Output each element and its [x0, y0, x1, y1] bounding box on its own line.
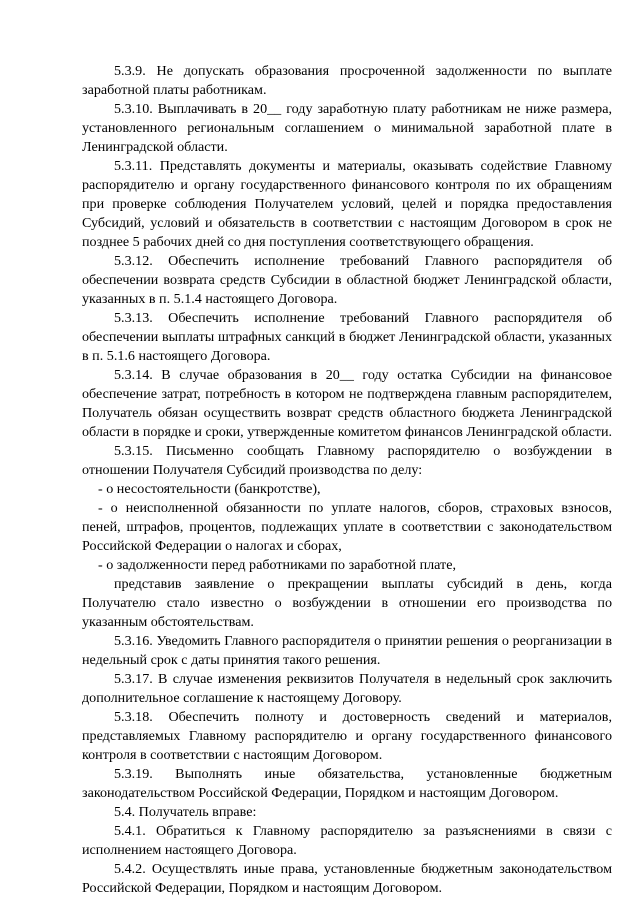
- paragraph-5-3-15: 5.3.15. Письменно сообщать Главному распорядителю о возбуждении в отношении Получателя Субсидий производства по делу:: [82, 443, 612, 478]
- paragraph-5-3-13: 5.3.13. Обеспечить исполнение требований Главного распорядителя об обеспечении выплаты штрафных санкций в бюджет Ленинградской области, указанных в п. 5.1.6 настоящего Договора.: [82, 310, 612, 364]
- paragraph-5-3-16: 5.3.16. Уведомить Главного распорядителя о принятии решения о реорганизации в недельный срок с даты принятия такого решения.: [82, 633, 612, 668]
- paragraph-5-3-11: 5.3.11. Представлять документы и материалы, оказывать содействие Главному распорядителю и органу государственного финансового контроля по их обращениям при проверке соблюдения Получателем условий, целей и порядка предоставления Субсидий, условий и обязательств в соответствии с настоящим Договором в срок не позднее 5 рабочих дней со дня поступления соответствующего обращения.: [82, 158, 612, 250]
- paragraph-5-4-1: 5.4.1. Обратиться к Главному распорядителю за разъяснениями в связи с исполнением настоящего Договора.: [82, 823, 612, 858]
- paragraph-5-3-19: 5.3.19. Выполнять иные обязательства, установленные бюджетным законодательством Российской Федерации, Порядком и настоящим Договором.: [82, 766, 612, 801]
- paragraph-5-4: 5.4. Получатель вправе:: [114, 804, 257, 820]
- list-item-bankruptcy: - о несостоятельности (банкротстве),: [98, 481, 321, 497]
- paragraph-5-4-2: 5.4.2. Осуществлять иные права, установленные бюджетным законодательством Российской Федерации, Порядком и настоящим Договором.: [82, 861, 612, 896]
- list-item-taxes: - о неисполненной обязанности по уплате налогов, сборов, страховых взносов, пеней, штрафов, процентов, подлежащих уплате в соответствии с законодательством Российской Федерации о налогах и сборах,: [82, 500, 612, 554]
- paragraph-5-3-14: 5.3.14. В случае образования в 20__ году остатка Субсидии на финансовое обеспечение затрат, потребность в котором не подтверждена главным распорядителем, Получатель обязан осуществить возврат средств областного бюджета Ленинградской области в порядке и сроки, утвержденные комитетом финансов Ленинградской области.: [82, 367, 613, 440]
- paragraph-5-3-15-continuation: представив заявление о прекращении выплаты субсидий в день, когда Получателю стало известно о возбуждении в отношении его производства по указанным обстоятельствам.: [82, 576, 612, 630]
- list-item-wages: - о задолженности перед работниками по заработной плате,: [98, 557, 456, 573]
- paragraph-5-3-18: 5.3.18. Обеспечить полноту и достоверность сведений и материалов, представляемых Главному распорядителю и органу государственного финансового контроля в соответствии с настоящим Договором.: [82, 709, 612, 763]
- paragraph-5-3-9: 5.3.9. Не допускать образования просроченной задолженности по выплате заработной платы работникам.: [82, 63, 612, 98]
- paragraph-5-3-10: 5.3.10. Выплачивать в 20__ году заработную плату работникам не ниже размера, установленного региональным соглашением о минимальной заработной плате в Ленинградской области.: [82, 101, 612, 155]
- paragraph-5-3-17: 5.3.17. В случае изменения реквизитов Получателя в недельный срок заключить дополнительное соглашение к настоящему Договору.: [82, 671, 612, 706]
- paragraph-5-3-12: 5.3.12. Обеспечить исполнение требований Главного распорядителя об обеспечении возврата средств Субсидии в областной бюджет Ленинградской области, указанных в п. 5.1.4 настоящего Договора.: [82, 253, 612, 307]
